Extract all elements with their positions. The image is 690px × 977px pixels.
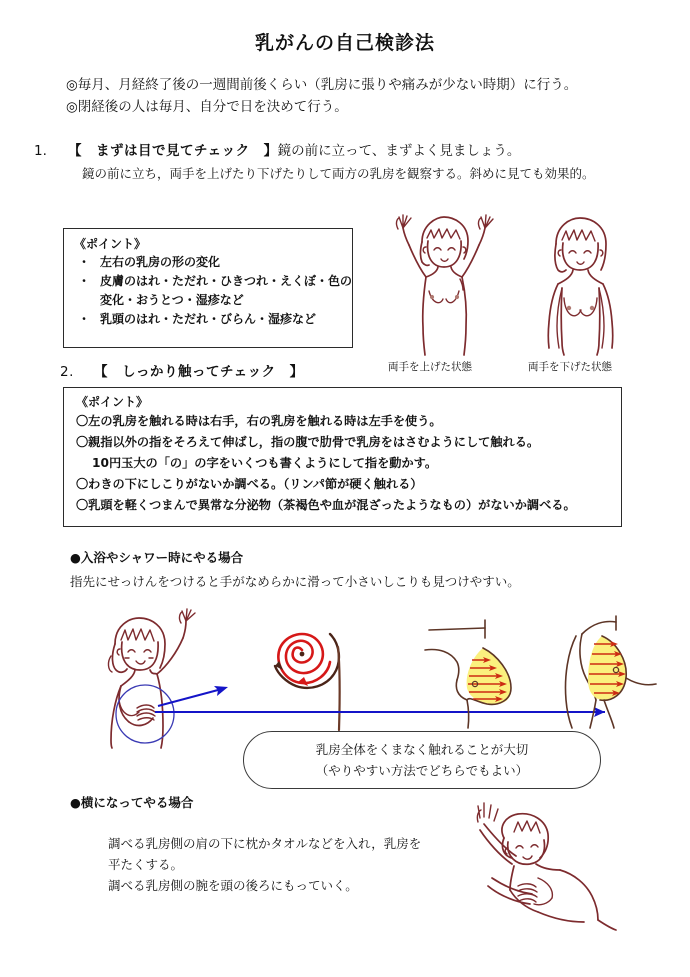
speech-bubble-line-2: （やりやすい方法でどちらでもよい） (315, 763, 529, 778)
points-box-1-item-1 (74, 253, 342, 272)
intro-block (66, 74, 646, 118)
step-1-lead-text: 鏡の前に立って、まずよく見ましょう。 (277, 143, 521, 159)
step-2-number: 2. (60, 364, 74, 380)
points-box-1-item-3-text: 乳頭のはれ・ただれ・びらん・湿疹など (100, 312, 317, 326)
lying-body-line-1: 調べる乳房側の肩の下に枕かタオルなどを入れ，乳房を (108, 836, 422, 851)
points-box-2-header: 《ポイント》 (76, 395, 149, 409)
points-box-palpation-check (63, 387, 622, 527)
points-box-1-item-2 (74, 272, 353, 291)
speech-bubble-callout (243, 731, 601, 789)
step-1-subtext: 鏡の前に立ち，両手を上げたり下げたりして両方の乳房を観察する。斜めに見ても効果的。 (82, 166, 595, 181)
caption-arms-raised: 両手を上げた状態 (388, 361, 472, 373)
step-2-heading (60, 360, 304, 380)
points-box-1-item-1-text: 左右の乳房の形の変化 (100, 255, 221, 269)
section-heading-bath: ●入浴やシャワー時にやる場合 (70, 550, 244, 565)
points-box-visual-check (63, 228, 353, 348)
figure-woman-arms-lowered (528, 210, 638, 355)
figure-breast-cross-section-left (425, 608, 535, 728)
blue-arrow-pointer (150, 676, 620, 726)
points-box-1-item-2-text-line2: 変化・おうとつ・湿疹など (100, 293, 244, 307)
speech-bubble-line-1: 乳房全体をくまなく触れることが大切 (315, 742, 529, 757)
step-1-heading (34, 139, 664, 163)
points-box-1-item-3 (74, 310, 342, 329)
step-1-number: 1. (34, 143, 47, 159)
points-box-1-item-2-text: 皮膚のはれ・ただれ・ひきつれ・えくぼ・色の (100, 274, 353, 288)
points-box-2-item-1: 〇左の乳房を触れる時は右手，右の乳房を触れる時は左手を使う。 (76, 414, 442, 428)
caption-arms-lowered: 両手を下げた状態 (528, 361, 612, 373)
lying-body-line-2: 平たくする。 (108, 857, 184, 872)
points-box-2-item-2: 〇親指以外の指をそろえて伸ばし，指の腹で肋骨で乳房をはさむようにして触れる。 (76, 435, 540, 449)
intro-line-2: ◎閉経後の人は毎月、自分で日を決めて行う。 (66, 99, 348, 115)
figure-woman-arms-raised (382, 205, 502, 355)
lying-body-line-3: 調べる乳房側の腕を頭の後ろにもっていく。 (108, 878, 358, 893)
points-box-2-item-3: 10円玉大の「の」の字をいくつも書くようにして指を動かす。 (92, 456, 438, 470)
points-box-2-item-4: 〇わきの下にしこりがないか調べる。（リンパ節が硬く触れる） (76, 477, 423, 491)
intro-line-1: ◎毎月、月経終了後の一週間前後くらい（乳房に張りや痛みが少ない時期）に行う。 (66, 77, 578, 93)
figure-breast-cross-section-right (560, 608, 670, 728)
points-box-2-item-5: 〇乳頭を軽くつまんで異常な分泌物（茶褐色や血が混ざったようなもの）がないか調べる。 (76, 498, 576, 512)
points-box-1-header: 《ポイント》 (74, 237, 147, 251)
bullet-dot-icon: ・ (78, 274, 91, 288)
section-body-lying (108, 833, 508, 896)
step-2-bracket-title: 【 しっかり触ってチェック 】 (94, 364, 304, 380)
bullet-dot-icon: ・ (78, 255, 91, 269)
step-1-bracket-title: 【 まずは目で見てチェック 】 (68, 143, 278, 159)
section-body-bath: 指先にせっけんをつけると手がなめらかに滑って小さいしこりも見つけやすい。 (70, 574, 520, 589)
bullet-dot-icon: ・ (78, 312, 91, 326)
page-title: 乳がんの自己検診法 (254, 32, 435, 54)
figure-woman-lying-down (478, 800, 678, 950)
section-heading-lying: ●横になってやる場合 (70, 795, 194, 810)
points-box-1-item-2-cont (74, 291, 342, 310)
